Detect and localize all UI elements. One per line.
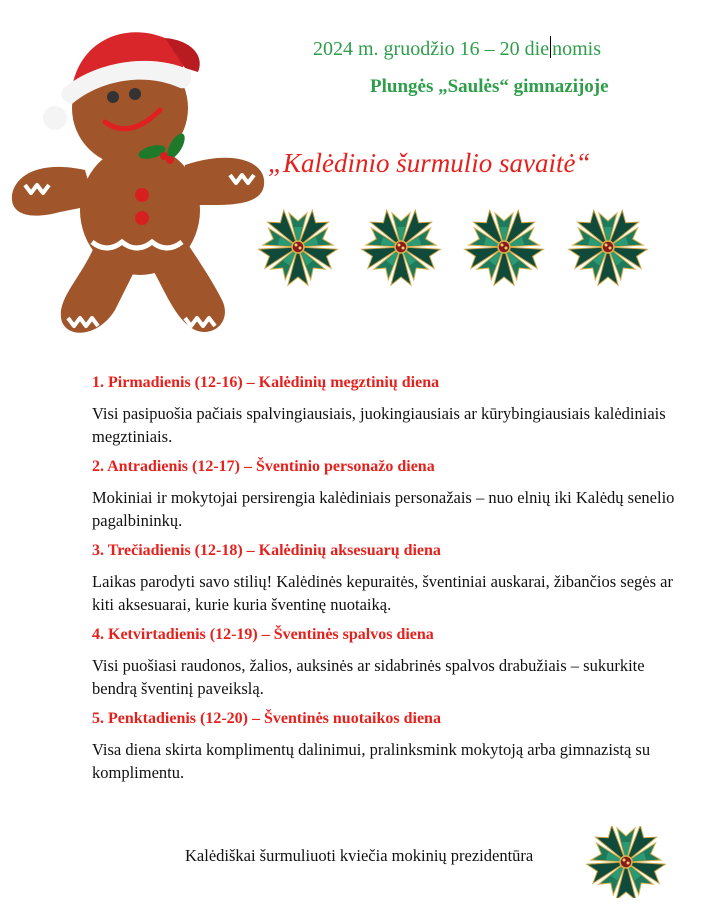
poinsettia-flower-icon (362, 210, 440, 285)
day-heading: 1. Pirmadienis (12-16) – Kalėdinių megztinių diena (92, 374, 440, 391)
day-heading: 5. Penktadienis (12-20) – Šventinės nuotaikos diena (92, 710, 441, 727)
day-description: Visi pasipuošia pačiais spalvingiausiais, juokingiausiais ar kūrybingiausiais kalėdiniais megztiniais. (92, 404, 666, 446)
school-name: Plungės „Saulės“ gimnazijoje (370, 76, 609, 97)
poinsettia-flower-icon (465, 210, 543, 285)
day-item (92, 372, 682, 448)
day-list (92, 372, 682, 792)
event-dates: 2024 m. gruodžio 16 – 20 die nomis (313, 38, 601, 60)
poinsettia-row (258, 200, 678, 295)
page-title: „Kalėdinio šurmulio savaitė“ (268, 148, 591, 178)
day-description: Laikas parodyti savo stilių! Kalėdinės kepuraitės, šventiniai auskarai, žibančios segės ar kiti aksesuarai, kurie kuria šventinę nuotaiką. (92, 572, 673, 614)
day-heading: 3. Trečiadienis (12-18) – Kalėdinių aksesuarų diena (92, 542, 441, 559)
day-item (92, 708, 682, 784)
poinsettia-flower-icon (259, 210, 337, 285)
poinsettia-flower-icon (569, 210, 647, 285)
day-item (92, 456, 682, 532)
footer-invitation: Kalėdiškai šurmuliuoti kviečia mokinių prezidentūra (185, 846, 534, 865)
day-description: Visa diena skirta komplimentų dalinimui, pralinksmink mokytoją arba gimnazistą su komplimentu. (92, 740, 651, 782)
gingerbread-man-icon (0, 0, 282, 360)
poinsettia-flower-icon (586, 826, 666, 898)
day-description: Visi puošiasi raudonos, žalios, auksinės ar sidabrinės spalvos drabužiais – sukurkite bendrą šventinį paveikslą. (92, 656, 645, 698)
day-item (92, 624, 682, 700)
day-heading: 2. Antradienis (12-17) – Šventinio personažo diena (92, 458, 435, 475)
day-description: Mokiniai ir mokytojai persirengia kalėdiniais personažais – nuo elnių iki Kalėdų senelio pagalbininkų. (92, 488, 675, 530)
day-item (92, 540, 682, 616)
day-heading: 4. Ketvirtadienis (12-19) – Šventinės spalvos diena (92, 626, 434, 643)
text-cursor (550, 36, 551, 58)
